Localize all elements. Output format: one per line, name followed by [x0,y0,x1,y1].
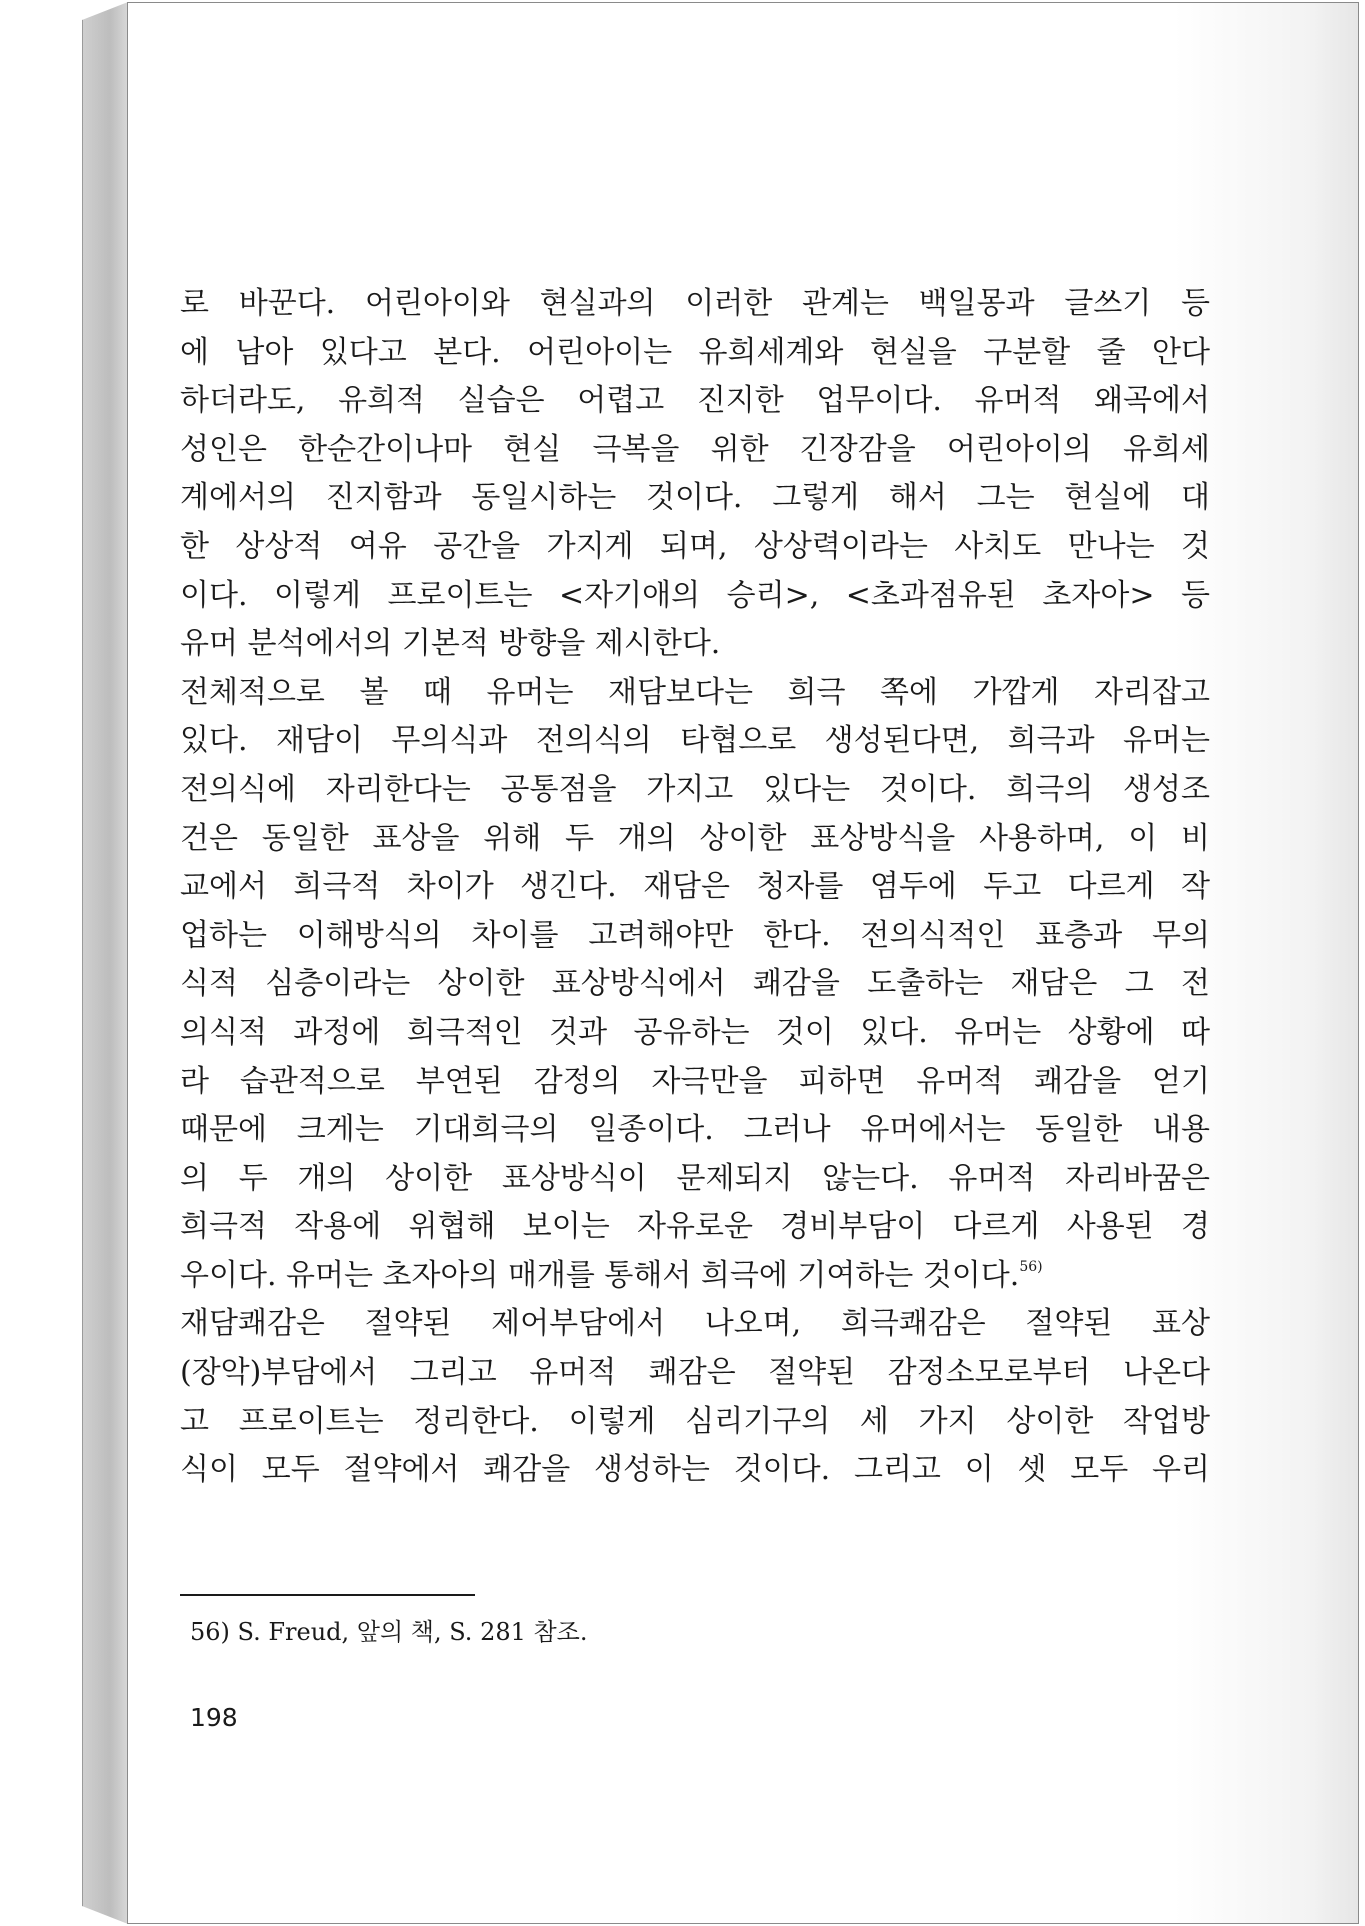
text-line: 우이다. 유머는 초자아의 매개를 통해서 희극에 기여하는 것이다. [180,1257,1020,1293]
book-spine-edge [82,2,128,1924]
text-line: 전의식에 자리한다는 공통점을 가지고 있다는 것이다. 희극의 생성조 [180,771,1210,807]
text-line: 희극적 작용에 위협해 보이는 자유로운 경비부담이 다르게 사용된 경 [180,1209,1210,1245]
text-line: 때문에 크게는 기대희극의 일종이다. 그러나 유머에서는 동일한 내용 [180,1112,1210,1148]
page-number: 198 [190,1703,238,1732]
text-line: 의식적 과정에 희극적인 것과 공유하는 것이 있다. 유머는 상황에 따 [180,1014,1210,1050]
text-line: 한 상상적 여유 공간을 가지게 되며, 상상력이라는 사치도 만나는 것 [180,528,1210,564]
text-line: 전체적으로 볼 때 유머는 재담보다는 희극 쪽에 가깝게 자리잡고 [180,674,1210,710]
text-line: 성인은 한순간이나마 현실 극복을 위한 긴장감을 어린아이의 유희세 [180,431,1210,467]
footnote: 56) S. Freud, 앞의 책, S. 281 참조. [190,1618,588,1646]
text-line: 식적 심층이라는 상이한 표상방식에서 쾌감을 도출하는 재담은 그 전 [180,966,1210,1002]
text-line: 이다. 이렇게 프로이트는 <자기애의 승리>, <초과점유된 초자아> 등 [180,577,1210,613]
footnote-divider [180,1594,475,1596]
text-line: 교에서 희극적 차이가 생긴다. 재담은 청자를 염두에 두고 다르게 작 [180,869,1210,905]
body-text [180,280,1210,1495]
text-line: 에 남아 있다고 본다. 어린아이는 유희세계와 현실을 구분할 줄 안다 [180,334,1210,370]
text-line: 계에서의 진지함과 동일시하는 것이다. 그렇게 해서 그는 현실에 대 [180,480,1210,516]
text-line: 식이 모두 절약에서 쾌감을 생성하는 것이다. 그리고 이 셋 모두 우리 [180,1452,1210,1488]
text-line: 건은 동일한 표상을 위해 두 개의 상이한 표상방식을 사용하며, 이 비 [180,820,1210,856]
text-line: 업하는 이해방식의 차이를 고려해야만 한다. 전의식적인 표층과 무의 [180,917,1210,953]
text-line: 의 두 개의 상이한 표상방식이 문제되지 않는다. 유머적 자리바꿈은 [180,1160,1210,1196]
footnote-reference: 56) [1019,1258,1043,1275]
text-line: (장악)부담에서 그리고 유머적 쾌감은 절약된 감정소모로부터 나온다 [180,1355,1210,1391]
text-line: 있다. 재담이 무의식과 전의식의 타협으로 생성된다면, 희극과 유머는 [180,723,1210,759]
text-line: 고 프로이트는 정리한다. 이렇게 심리기구의 세 가지 상이한 작업방 [180,1403,1210,1439]
text-line-with-footnote [180,1252,1210,1301]
text-line: 유머 분석에서의 기본적 방향을 제시한다. [180,626,721,662]
text-line: 로 바꾼다. 어린아이와 현실과의 이러한 관계는 백일몽과 글쓰기 등 [180,286,1210,321]
text-line: 재담쾌감은 절약된 제어부담에서 나오며, 희극쾌감은 절약된 표상 [180,1306,1210,1342]
text-line: 라 습관적으로 부연된 감정의 자극만을 피하면 유머적 쾌감을 얻기 [180,1063,1210,1099]
text-line: 하더라도, 유희적 실습은 어렵고 진지한 업무이다. 유머적 왜곡에서 [180,383,1210,419]
